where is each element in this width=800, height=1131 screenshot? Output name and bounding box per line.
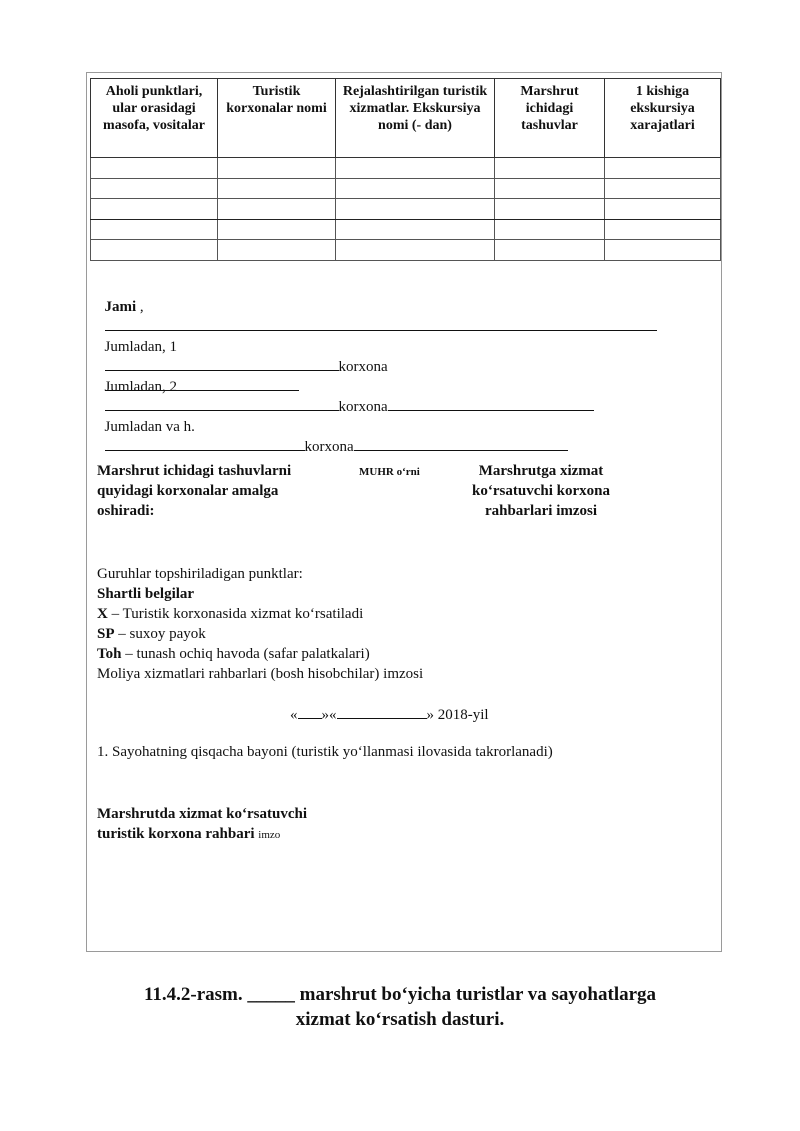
legend-item	[97, 604, 423, 624]
heads-line-3: rahbarlari imzosi	[484, 503, 598, 519]
legend-title: Shartli belgilar	[97, 586, 195, 602]
transfer-line-1: Marshrut ichidagi tashuvlarni	[97, 463, 292, 479]
figure-caption	[0, 982, 800, 1032]
head-sign-line-1: Marshrutda xizmat ko‘rsatuvchi	[97, 806, 307, 822]
table-cell[interactable]	[605, 199, 721, 220]
table-cell[interactable]	[495, 199, 605, 220]
stamp-place: MUHR o‘rni	[359, 466, 420, 478]
table-row	[91, 158, 721, 179]
enterprise-heads-signature-block	[458, 461, 624, 521]
route-table	[90, 78, 721, 261]
jami-separator: ,	[136, 299, 144, 315]
table-cell[interactable]	[218, 199, 336, 220]
handover-points-label: Guruhlar topshiriladigan punktlar:	[97, 566, 303, 582]
table-cell[interactable]	[91, 199, 218, 220]
heads-line-2: ko‘rsatuvchi korxona	[472, 483, 610, 499]
table-cell[interactable]	[605, 240, 721, 261]
date-line	[290, 704, 489, 724]
year-label: » 2018-yil	[426, 707, 489, 723]
caption-line-1: 11.4.2-rasm. _____ marshrut bo‘yicha turistlar va sayohatlarga	[143, 984, 657, 1005]
jumladan-1-label: Jumladan, 1	[104, 339, 177, 355]
jumladan-etc-line	[97, 402, 568, 456]
header-enterprises: Turistik korxonalar nomi	[218, 79, 336, 158]
heads-line-1: Marshrutga xizmat	[478, 463, 604, 479]
table-cell[interactable]	[218, 219, 336, 240]
table-cell[interactable]	[495, 158, 605, 179]
table-row	[91, 240, 721, 261]
route-head-signature-block	[97, 804, 307, 845]
table-cell[interactable]	[218, 240, 336, 261]
finance-signature-label: Moliya xizmatlari rahbarlari (bosh hisobchilar) imzosi	[97, 666, 424, 682]
table-cell[interactable]	[218, 178, 336, 199]
table-row	[91, 199, 721, 220]
table-cell[interactable]	[495, 219, 605, 240]
table-header-row	[91, 79, 721, 158]
legend-text: – Turistik korxonasida xizmat ko‘rsatiladi	[107, 606, 364, 622]
table-cell[interactable]	[336, 178, 495, 199]
jumladan-2-label: Jumladan, 2	[104, 379, 177, 395]
legend-item	[97, 644, 423, 664]
table-cell[interactable]	[91, 219, 218, 240]
table-cell[interactable]	[495, 240, 605, 261]
legend-code: X	[97, 606, 108, 622]
header-cost-per-person: 1 kishiga ekskursiya xarajatlari	[605, 79, 721, 158]
table-cell[interactable]	[91, 158, 218, 179]
table-cell[interactable]	[218, 158, 336, 179]
table-cell[interactable]	[336, 219, 495, 240]
quote-open: «	[290, 707, 298, 723]
table-cell[interactable]	[605, 178, 721, 199]
table-row	[91, 178, 721, 199]
day-blank[interactable]	[298, 704, 322, 719]
table-cell[interactable]	[91, 240, 218, 261]
header-transfers: Marshrut ichidagi tashuvlar	[495, 79, 605, 158]
month-blank[interactable]	[337, 704, 427, 719]
head-sign-line-2: turistik korxona rahbari	[97, 826, 255, 842]
korxona-3-blank[interactable]	[354, 436, 568, 451]
legend-item	[97, 624, 423, 644]
korxona-label: korxona	[304, 439, 354, 455]
table-cell[interactable]	[336, 199, 495, 220]
header-planned-services: Rejalashtirilgan turistik xizmatlar. Ekskursiya nomi (- dan)	[336, 79, 495, 158]
legend-text: – tunash ochiq havoda (safar palatkalari)	[121, 646, 370, 662]
caption-line-2: xizmat ko‘rsatish dasturi.	[295, 1009, 505, 1030]
table-row	[91, 219, 721, 240]
legend-code: Toh	[97, 646, 122, 662]
transfer-line-3: oshiradi:	[97, 503, 155, 519]
table-cell[interactable]	[336, 240, 495, 261]
legend-text: – suxoy payok	[114, 626, 206, 642]
jumladan-etc-blank[interactable]	[105, 436, 305, 451]
quote-mid: »«	[321, 707, 337, 723]
table-cell[interactable]	[605, 219, 721, 240]
table-cell[interactable]	[495, 178, 605, 199]
korxona-label: korxona	[338, 399, 388, 415]
jumladan-etc-label: Jumladan va h.	[104, 419, 195, 435]
korxona-label: korxona	[338, 359, 388, 375]
trip-summary-note: 1. Sayohatning qisqacha bayoni (turistik yo‘llanmasi ilovasida takrorlanadi)	[97, 744, 553, 760]
table-cell[interactable]	[336, 158, 495, 179]
transfer-enterprises-block	[97, 461, 291, 521]
transfer-line-2: quyidagi korxonalar amalga	[97, 483, 279, 499]
legend-block	[97, 564, 423, 684]
header-settlements: Aholi punktlari, ular orasidagi masofa, vositalar	[91, 79, 218, 158]
table-cell[interactable]	[91, 178, 218, 199]
imzo-label: imzo	[258, 829, 281, 841]
table-cell[interactable]	[605, 158, 721, 179]
jami-label: Jami	[104, 299, 137, 315]
legend-code: SP	[97, 626, 115, 642]
